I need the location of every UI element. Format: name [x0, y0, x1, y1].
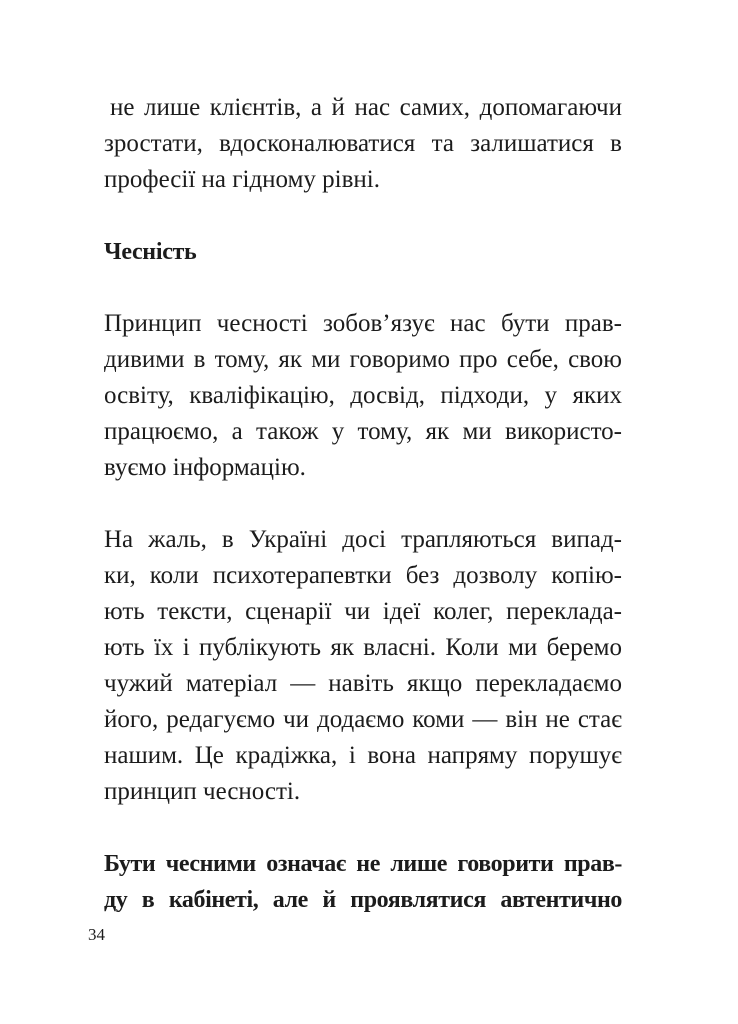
paragraph-bold-statement	[104, 846, 622, 918]
text-line: нашим. Це крадіжка, і вона напряму порушує	[104, 742, 622, 769]
page-body	[104, 90, 622, 918]
paragraph-plagiarism	[104, 522, 622, 810]
text-line: зростати, вдосконалюватися та залишатися в	[104, 130, 622, 157]
section-heading: Чесність	[104, 239, 197, 265]
page-number: 34	[88, 925, 105, 944]
text-line: На жаль, в Україні досі трапляються випад-	[104, 526, 622, 553]
text-line: принцип чесності.	[104, 778, 301, 805]
paragraph-intro	[104, 90, 622, 198]
text-line: чужий матеріал — навіть якщо перекладаємо	[104, 670, 622, 697]
text-line: Бути чесними означає не лише говорити прав-	[104, 851, 622, 877]
text-line: не лише клієнтів, а й нас самих, допомагаючи	[110, 94, 622, 121]
text-line: ють тексти, сценарії чи ідеї колег, переклада-	[104, 598, 622, 625]
text-line: ють їх і публікують як власні. Коли ми беремо	[104, 634, 622, 661]
text-line: його, редагуємо чи додаємо коми — він не стає	[104, 706, 622, 733]
paragraph-honesty-principle	[104, 306, 622, 486]
text-line: ки, коли психотерапевтки без дозволу копію-	[104, 562, 622, 589]
text-line: Принцип чесності зобов’язує нас бути прав-	[104, 310, 622, 337]
text-line: вуємо інформацію.	[104, 454, 306, 481]
text-line: ду в кабінеті, але й проявлятися автентично	[104, 887, 622, 913]
text-line: працюємо, а також у тому, як ми використо-	[104, 418, 622, 445]
text-line: дивими в тому, як ми говоримо про себе, свою	[104, 346, 622, 373]
text-line: освіту, кваліфікацію, досвід, підходи, у яких	[104, 382, 622, 409]
text-line: професії на гідному рівні.	[104, 166, 380, 193]
